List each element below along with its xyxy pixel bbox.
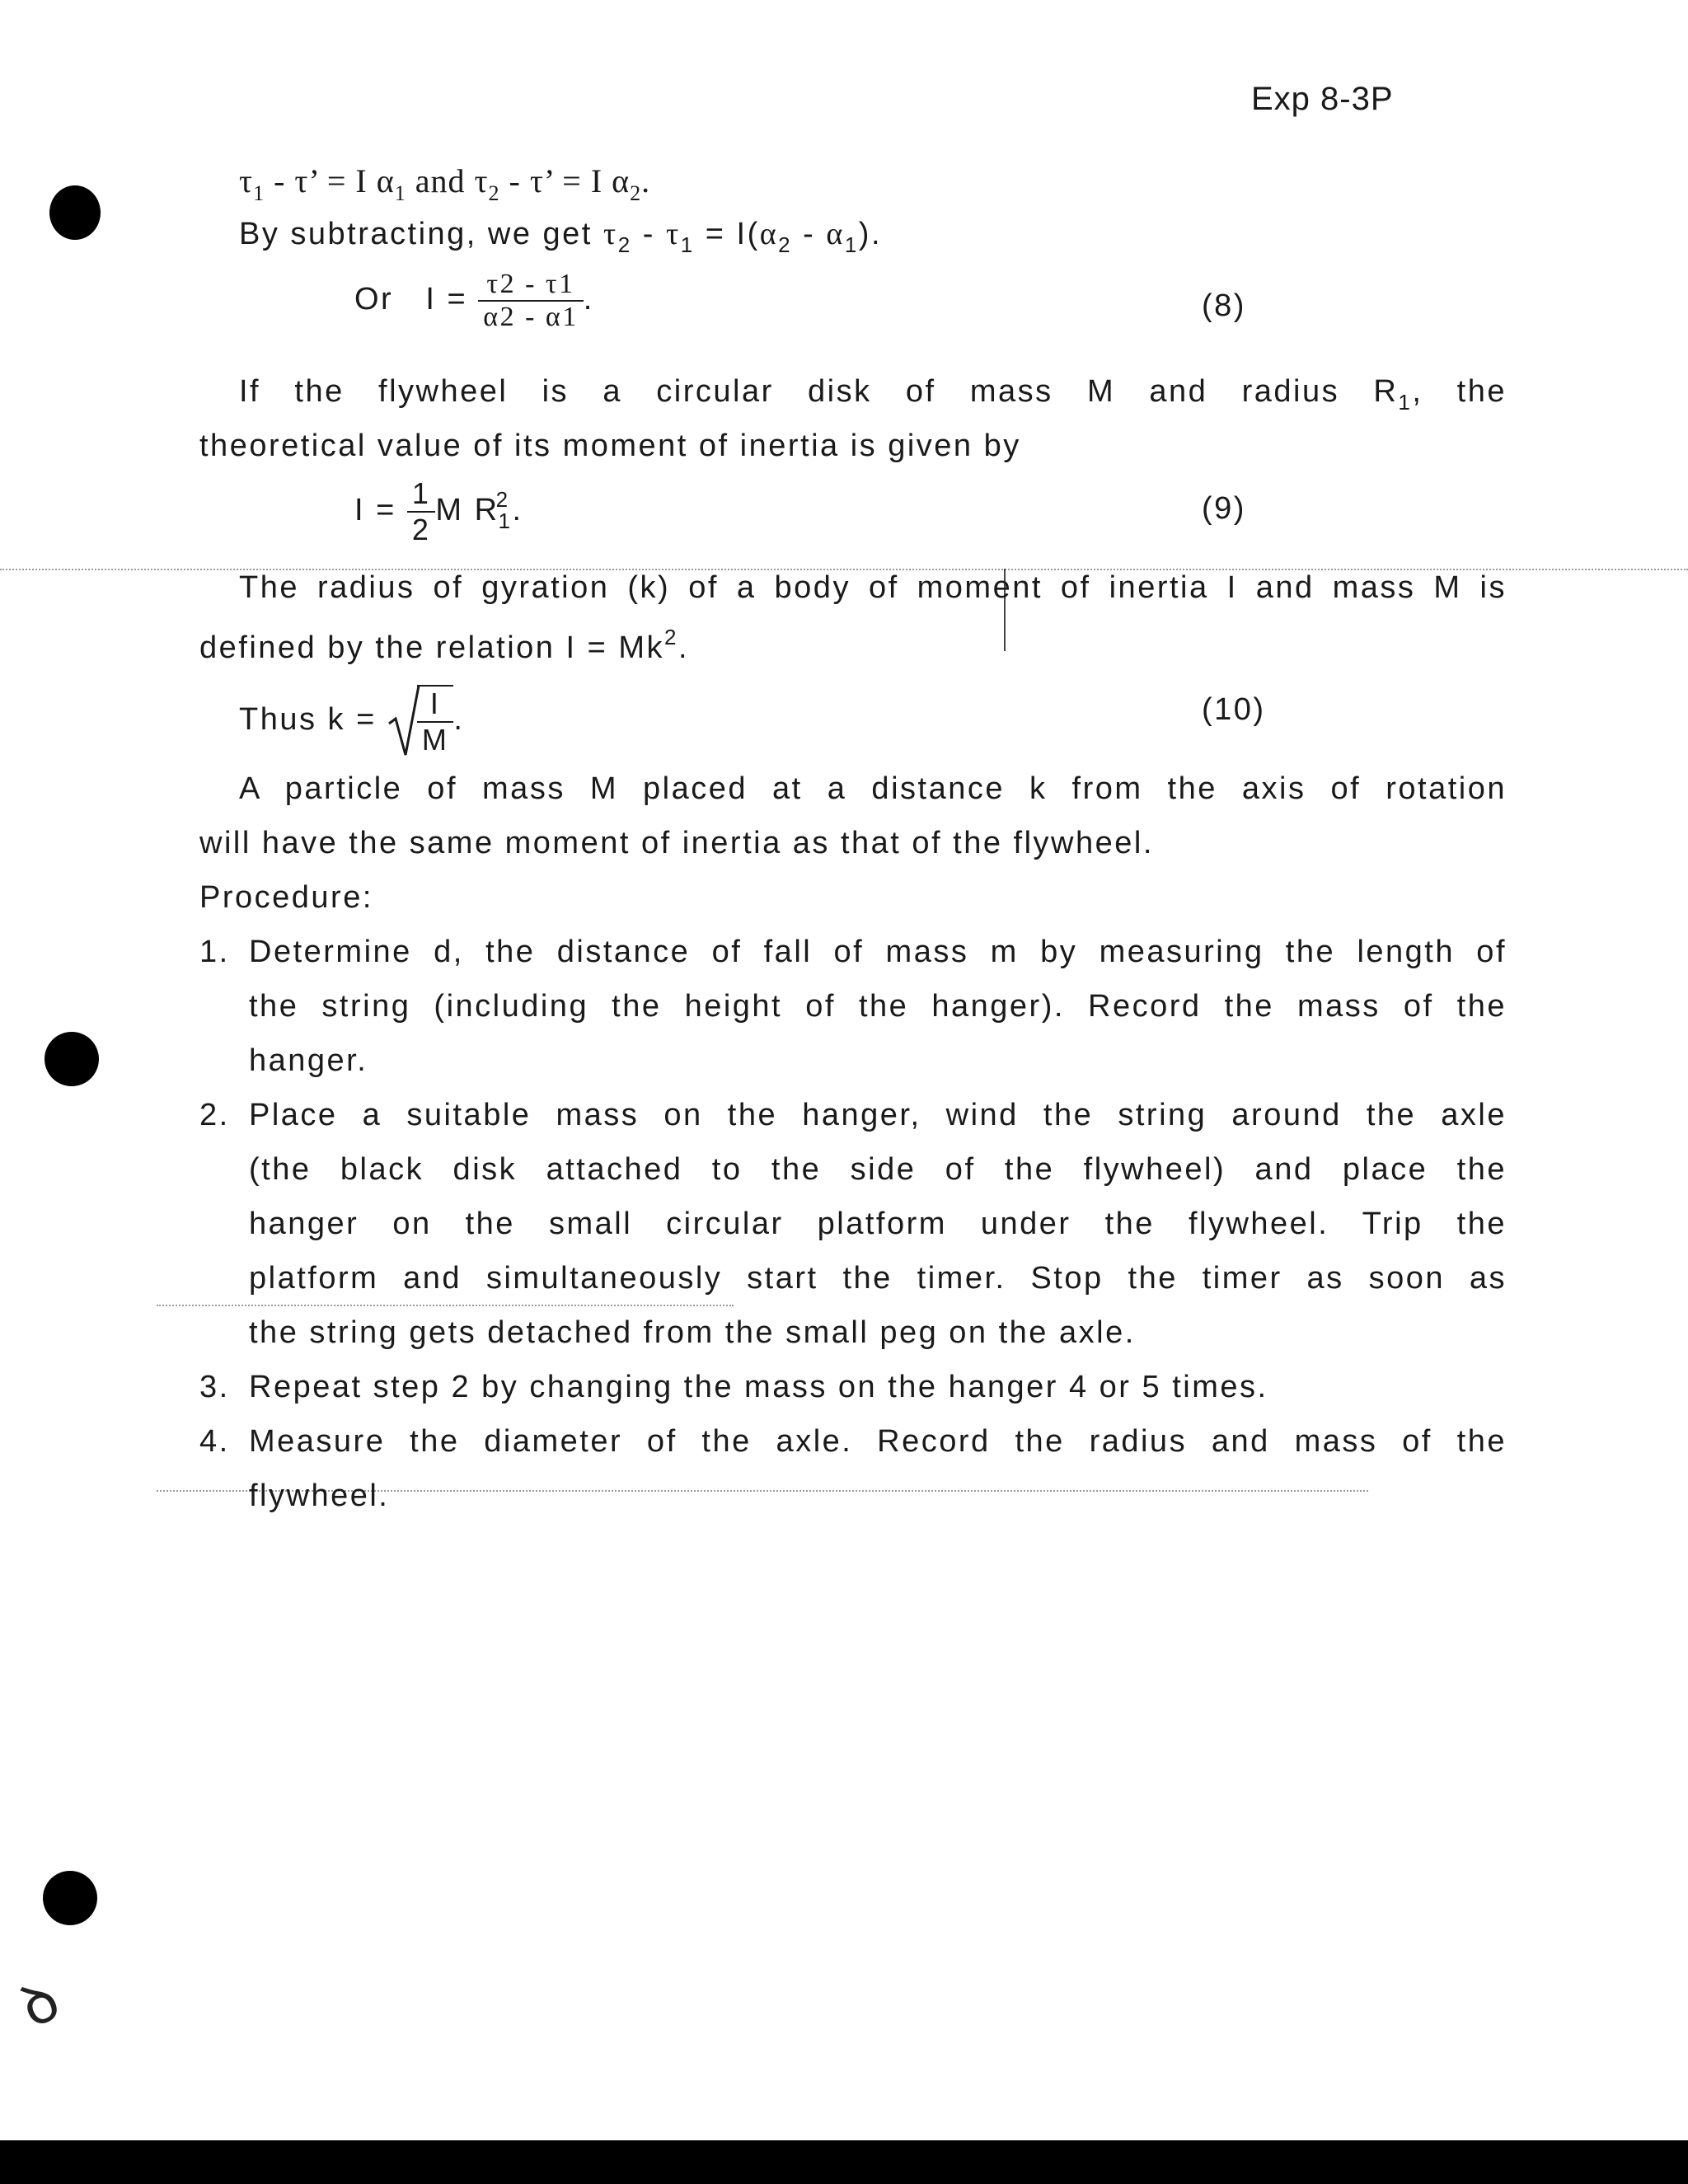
square-root-sign xyxy=(387,684,420,758)
equation-8-fraction: $\frac{\tau 2 - \tau 1}{\alpha 2 - \alpha 1}$ xyxy=(478,269,583,333)
handwritten-mark: ꝺ xyxy=(9,1965,70,2041)
gyration-paragraph-line-1: The radius of gyration (k) of a body of moment of inertia I and mass M is xyxy=(239,570,1507,605)
equation-line-1: $\tau_1$ - τ’ = I $\alpha_1$ and $\tau_2$ - τ’ = I $\alpha_2$. xyxy=(239,162,651,205)
bottom-scan-border xyxy=(0,2140,1688,2184)
step-number-2: 2. xyxy=(199,1098,230,1132)
step-2-line-1: Place a suitable mass on the hanger, wind the string around the axle xyxy=(249,1098,1507,1132)
step-4-line-1: Measure the diameter of the axle. Record the radius and mass of the xyxy=(249,1424,1507,1459)
particle-paragraph-line-1: A particle of mass M placed at a distance k from the axis of rotation xyxy=(239,771,1507,806)
step-1-line-2: the string (including the height of the hanger). Record the mass of the xyxy=(249,989,1507,1024)
step-4-line-2: flywheel. xyxy=(249,1479,390,1513)
equation-10-fraction: $\frac{I}{M}$ xyxy=(417,685,454,757)
step-1-line-3: hanger. xyxy=(249,1043,368,1078)
page-label: Exp 8-3P xyxy=(1251,81,1394,117)
procedure-heading: Procedure: xyxy=(199,880,373,915)
step-2-line-2: (the black disk attached to the side of the flywheel) and place the xyxy=(249,1152,1507,1187)
punch-hole-bottom xyxy=(43,1871,97,1925)
punch-hole-middle xyxy=(45,1032,99,1086)
scan-line-2 xyxy=(157,1305,734,1306)
equation-10: Thus k = $\frac{I}{M}$ . xyxy=(239,684,464,758)
particle-paragraph-line-2: will have the same moment of inertia as that of the flywheel. xyxy=(199,826,1154,860)
equation-9: I = $\frac{1}{2}$ M $R^2_1$. xyxy=(354,476,523,546)
step-2-line-5: the string gets detached from the small peg on the axle. xyxy=(249,1315,1136,1350)
equation-9-fraction: $\frac{1}{2}$ xyxy=(407,476,436,547)
step-1-line-1: Determine d, the distance of fall of mass m by measuring the length of xyxy=(249,935,1507,969)
equation-9-number: (9) xyxy=(1202,491,1246,526)
gyration-paragraph-line-2: defined by the relation $I = Mk^2$. xyxy=(199,625,690,665)
step-number-3: 3. xyxy=(199,1370,230,1404)
equation-8: Or I = $\frac{\tau 2 - \tau 1}{\alpha 2 - \alpha 1}$ . xyxy=(354,269,594,332)
step-number-1: 1. xyxy=(199,935,230,969)
step-2-line-3: hanger on the small circular platform under the flywheel. Trip the xyxy=(249,1207,1507,1241)
step-number-4: 4. xyxy=(199,1424,230,1459)
step-2-line-4: platform and simultaneously start the timer. Stop the timer as soon as xyxy=(249,1261,1507,1296)
equation-line-2: By subtracting, we get $\tau_2 - \tau_1 = I(\alpha_2 - \alpha_1)$. xyxy=(239,217,883,257)
equation-10-number: (10) xyxy=(1202,692,1266,727)
equation-8-number: (8) xyxy=(1202,288,1246,323)
flywheel-paragraph-line-1: If the flywheel is a circular disk of mass M and radius $R_1$, the xyxy=(239,374,1507,415)
step-3-line-1: Repeat step 2 by changing the mass on the hanger 4 or 5 times. xyxy=(249,1370,1268,1404)
punch-hole-top xyxy=(49,185,101,240)
flywheel-paragraph-line-2: theoretical value of its moment of inertia is given by xyxy=(199,429,1021,463)
